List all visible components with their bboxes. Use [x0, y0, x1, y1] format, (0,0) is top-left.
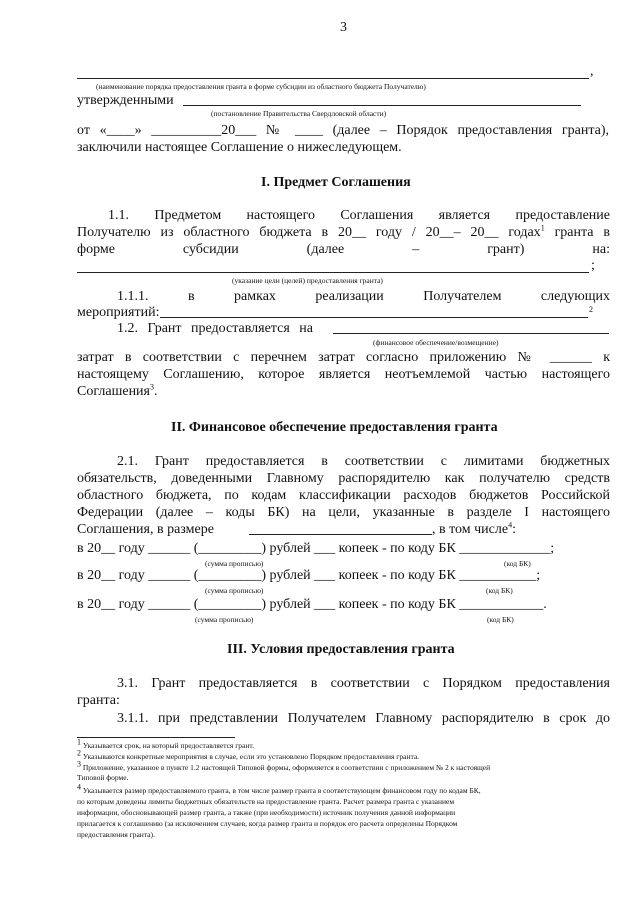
footnote-ref-2: 2	[589, 305, 593, 314]
section1-title: I. Предмет Соглашения	[261, 175, 411, 190]
goal-line	[77, 272, 589, 273]
footnote-4-text-1: Указывается размер предоставляемого гранта, в том числе размер гранта в соответствующем финансовом году по кодам БК,	[82, 786, 481, 795]
p1-1-1-line1: 1.1.1. в рамках реализации Получателем следующих	[117, 289, 610, 304]
footnote-2-text: Указываются конкретные мероприятия в случае, если это установлено Порядком предоставления гранта.	[82, 752, 420, 761]
p1-1-line2	[77, 225, 610, 241]
footnote-2	[77, 748, 420, 762]
year-row-3-sum-caption: (сумма прописью)	[195, 615, 254, 624]
header-trail-comma: ,	[590, 64, 594, 79]
year-row-2: в 20__ году ______ (_________) рублей ___ копеек - по коду БК ___________;	[77, 568, 541, 583]
footnote-ref-4: 4	[508, 520, 513, 530]
grant-procedure-line	[77, 78, 589, 79]
footnote-ref-3: 3	[150, 382, 154, 392]
amount-line	[249, 534, 432, 535]
p1-2-line4-end: .	[154, 384, 158, 399]
p2-1-line4: Федерации (далее – коды БК) на цели, указанные в разделе I настоящего	[77, 505, 610, 520]
activities-line	[160, 317, 588, 318]
page-number: 3	[340, 20, 347, 35]
p1-1-line1: 1.1. Предметом настоящего Соглашения является предоставление	[108, 208, 610, 223]
section2-title: II. Финансовое обеспечение предоставления гранта	[171, 420, 498, 435]
year-row-3: в 20__ году ______ (_________) рублей ___ копеек - по коду БК ____________.	[77, 597, 547, 612]
p2-1-line5-a: Соглашения, в размере	[77, 522, 214, 537]
footnote-4-line4: прилагается к соглашению (за исключением случаев, когда размер гранта и порядок его расчета определены Порядком	[77, 819, 458, 828]
date-line: от «____» __________20___ № ____ (далее – Порядок предоставления гранта),	[77, 123, 609, 138]
p2-1-line2: обязательств, доведенными Главному распорядителю как получателю средств	[77, 471, 610, 486]
caption-goal: (указание цели (целей) предоставления гранта)	[232, 276, 383, 285]
p1-1-line4-end: ;	[591, 258, 595, 273]
footnote-2-num: 2	[77, 748, 81, 758]
footnote-1	[77, 737, 254, 751]
footnote-1-num: 1	[77, 737, 81, 747]
p2-1-line5-b	[432, 522, 516, 538]
p2-1-line1: 2.1. Грант предоставляется в соответствии с лимитами бюджетных	[117, 454, 610, 469]
footnote-separator	[77, 737, 235, 738]
approved-label: утвержденными	[77, 93, 174, 108]
finance-line	[333, 333, 609, 334]
year-row-1-code-caption: (код БК)	[504, 559, 531, 568]
p3-1-1-line1: 3.1.1. при представлении Получателем Главному распорядителю в срок до	[117, 711, 610, 726]
resolution-line	[183, 105, 581, 106]
p3-1-line2: гранта:	[77, 693, 120, 708]
p2-1-line5-c: :	[512, 522, 516, 537]
year-row-3-code-caption: (код БК)	[487, 615, 514, 624]
p1-2-line4	[77, 384, 158, 400]
year-row-1-sum-caption: (сумма прописью)	[205, 559, 264, 568]
p1-1-1-line2: мероприятий:	[77, 305, 160, 320]
footnote-1-text: Указывается срок, на который предоставляется грант.	[82, 741, 254, 750]
concluded-line: заключили настоящее Соглашение о нижеследующем.	[77, 140, 402, 155]
p1-2-line2: затрат в соответствии с перечнем затрат согласно приложению № ______ к	[77, 350, 610, 365]
p1-2-line1: 1.2. Грант предоставляется на	[117, 321, 313, 336]
p1-2-line4-text: Соглашения	[77, 384, 150, 399]
p2-1-line5-b-text: , в том числе	[432, 522, 509, 537]
section3-title: III. Условия предоставления гранта	[227, 642, 455, 657]
p1-2-line3: настоящему Соглашению, которое является неотъемлемой частью настоящего	[77, 367, 610, 382]
caption-grant-procedure: (наименование порядка предоставления гранта в форме субсидии из областного бюджета Получателю)	[96, 82, 426, 91]
caption-resolution: (постановление Правительства Свердловской области)	[211, 109, 387, 118]
footnote-3-text-1: Приложение, указанное в пункте 1.2 настоящей Типовой формы, оформляется в соответствии с приложением № 2 к настоящей	[82, 763, 491, 772]
p2-1-line3: областного бюджета, по кодам классификации расходов бюджетов Российской	[77, 488, 610, 503]
footnote-4	[77, 782, 481, 796]
p3-1-line1: 3.1. Грант предоставляется в соответствии с Порядком предоставления	[117, 676, 610, 691]
p1-1-line2-b: гранта в	[544, 225, 610, 240]
year-row-2-sum-caption: (сумма прописью)	[205, 586, 264, 595]
year-row-2-code-caption: (код БК)	[486, 586, 513, 595]
footnote-3	[77, 759, 491, 773]
p1-1-line2-a: Получателю из областного бюджета в 20__ году / 20__– 20__ годах	[77, 225, 541, 240]
footnote-3-num: 3	[77, 759, 81, 769]
footnote-4-line5: предоставления гранта).	[77, 830, 155, 839]
caption-finance: (финансовое обеспечение/возмещение)	[373, 338, 499, 347]
p1-1-line3: форме субсидии (далее – грант) на:	[77, 242, 610, 257]
footnote-ref-1: 1	[540, 223, 545, 233]
footnote-4-line2: по которым доведены лимиты бюджетных обязательств на предоставление гранта. Расчет размера гранта с указанием	[77, 797, 455, 806]
footnote-3-cont: Типовой форме.	[77, 773, 129, 782]
footnote-4-num: 4	[77, 782, 81, 792]
year-row-1: в 20__ году ______ (_________) рублей ___ копеек - по коду БК _____________;	[77, 541, 555, 556]
footnote-4-line3: информации, обосновывающей размер гранта, а также (при необходимости) источник получения данной информации	[77, 808, 456, 817]
